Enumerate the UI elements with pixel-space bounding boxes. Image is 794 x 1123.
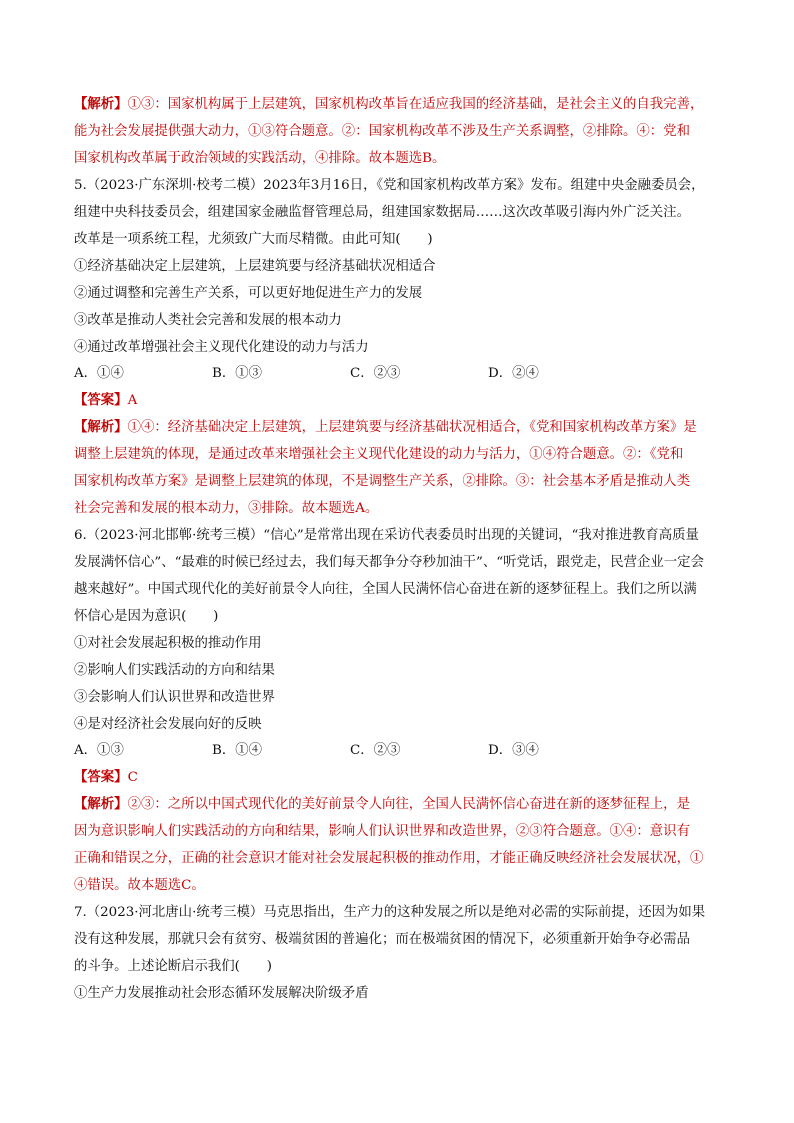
analysis-tag: 【解析】	[74, 419, 128, 435]
answer-choices	[74, 738, 734, 764]
question-stem-line: 6.（2023·河北邯郸·统考三模）“信心”是常常出现在采访代表委员时出现的关键词，“我对推进教育高质量	[74, 528, 699, 543]
choice-d: D．③④	[488, 743, 539, 758]
question-stem-line: 组建中央科技委员会，组建国家金融监督管理总局，组建国家数据局……这次改革吸引海内外广泛关注。	[74, 205, 690, 220]
analysis-line: 国家机构改革方案》是调整上层建筑的体现，不是调整生产关系，②排除。③：社会基本矛盾是推动人类	[74, 474, 690, 489]
analysis-line: 【解析】②③：之所以中国式现代化的美好前景令人向往，全国人民满怀信心奋进在新的逐梦征程上，是	[74, 796, 690, 812]
analysis-line: 【解析】①④：经济基础决定上层建筑，上层建筑要与经济基础状况相适合，《党和国家机构改革方案》是	[74, 419, 697, 435]
choice-b: B．①④	[212, 743, 263, 758]
answer-value: A	[127, 393, 138, 408]
choice-d: D．②④	[488, 366, 539, 381]
answer-tag: 【答案】	[74, 392, 128, 408]
analysis-tag: 【解析】	[74, 796, 128, 812]
question-6	[74, 522, 734, 899]
choice-b: B．①③	[212, 366, 263, 381]
page-content	[74, 91, 734, 1007]
analysis-line: 国家机构改革属于政治领域的实践活动，④排除。故本题选B。	[74, 151, 446, 166]
analysis-line: 因为意识影响人们实践活动的方向和结果，影响人们认识世界和改造世界，②③符合题意。①④：意识有	[74, 824, 690, 839]
option-item: ③改革是推动人类社会完善和发展的根本动力	[74, 313, 342, 328]
answer-line	[74, 387, 734, 414]
question-stem-line: 发展满怀信心”、“最难的时候已经过去，我们每天都争分夺秒加油干”、“听党话，跟党走，民营企业一定会	[74, 555, 704, 570]
answer-choices	[74, 361, 734, 387]
analysis-tag: 【解析】	[74, 96, 128, 112]
analysis-line: 正确和错误之分，正确的社会意识才能对社会发展起积极的推动作用，才能正确反映经济社会发展状况，①	[74, 851, 704, 866]
answer-value: C	[127, 770, 138, 785]
q4-analysis	[74, 91, 734, 172]
analysis-line: 能为社会发展提供强大动力，①③符合题意。②：国家机构改革不涉及生产关系调整，②排除。④：党和	[74, 124, 690, 139]
analysis-line: 【解析】①③：国家机构属于上层建筑，国家机构改革旨在适应我国的经济基础，是社会主义的自我完善，	[74, 96, 704, 112]
question-stem-line: 5.（2023·广东深圳·校考二模）2023年3月16日，《党和国家机构改革方案》发布。组建中央金融委员会，	[74, 178, 705, 193]
answer-line	[74, 764, 734, 791]
option-item: ②通过调整和完善生产关系，可以更好地促进生产力的发展	[74, 286, 423, 301]
question-stem-line: 怀信心是因为意识( )	[74, 609, 219, 624]
question-stem-line: 的斗争。上述论断启示我们( )	[74, 959, 272, 974]
choice-a: A．①④	[74, 366, 124, 381]
answer-tag: 【答案】	[74, 769, 128, 785]
option-item: ④通过改革增强社会主义现代化建设的动力与活力	[74, 340, 369, 355]
choice-c: C．②③	[350, 743, 401, 758]
question-5	[74, 172, 734, 522]
question-stem-line: 改革是一项系统工程，尤须致广大而尽精微。由此可知( )	[74, 232, 433, 247]
question-7	[74, 899, 734, 1007]
option-item: ③会影响人们认识世界和改造世界	[74, 690, 275, 705]
choice-a: A．①③	[74, 743, 124, 758]
analysis-line: 调整上层建筑的体现，是通过改革来增强社会主义现代化建设的动力与活力，①④符合题意。②：《党和	[74, 447, 684, 462]
option-item: ④是对经济社会发展向好的反映	[74, 717, 262, 732]
analysis-line: ④错误。故本题选C。	[74, 878, 205, 893]
choice-c: C．②③	[350, 366, 401, 381]
question-stem-line: 7.（2023·河北唐山·统考三模）马克思指出，生产力的这种发展之所以是绝对必需的实际前提，还因为如果	[74, 905, 706, 920]
option-item: ①生产力发展推动社会形态循环发展解决阶级矛盾	[74, 986, 369, 1001]
option-item: ①对社会发展起积极的推动作用	[74, 636, 262, 651]
question-stem-line: 越来越好”。中国式现代化的美好前景令人向往，全国人民满怀信心奋进在新的逐梦征程上。我们之所以满	[74, 582, 697, 597]
analysis-line: 社会完善和发展的根本动力，③排除。故本题选A。	[74, 501, 379, 516]
question-stem-line: 没有这种发展，那就只会有贫穷、极端贫困的普遍化；而在极端贫困的情况下，必须重新开始争夺必需品	[74, 932, 690, 947]
option-item: ②影响人们实践活动的方向和结果	[74, 663, 275, 678]
option-item: ①经济基础决定上层建筑，上层建筑要与经济基础状况相适合	[74, 259, 436, 274]
